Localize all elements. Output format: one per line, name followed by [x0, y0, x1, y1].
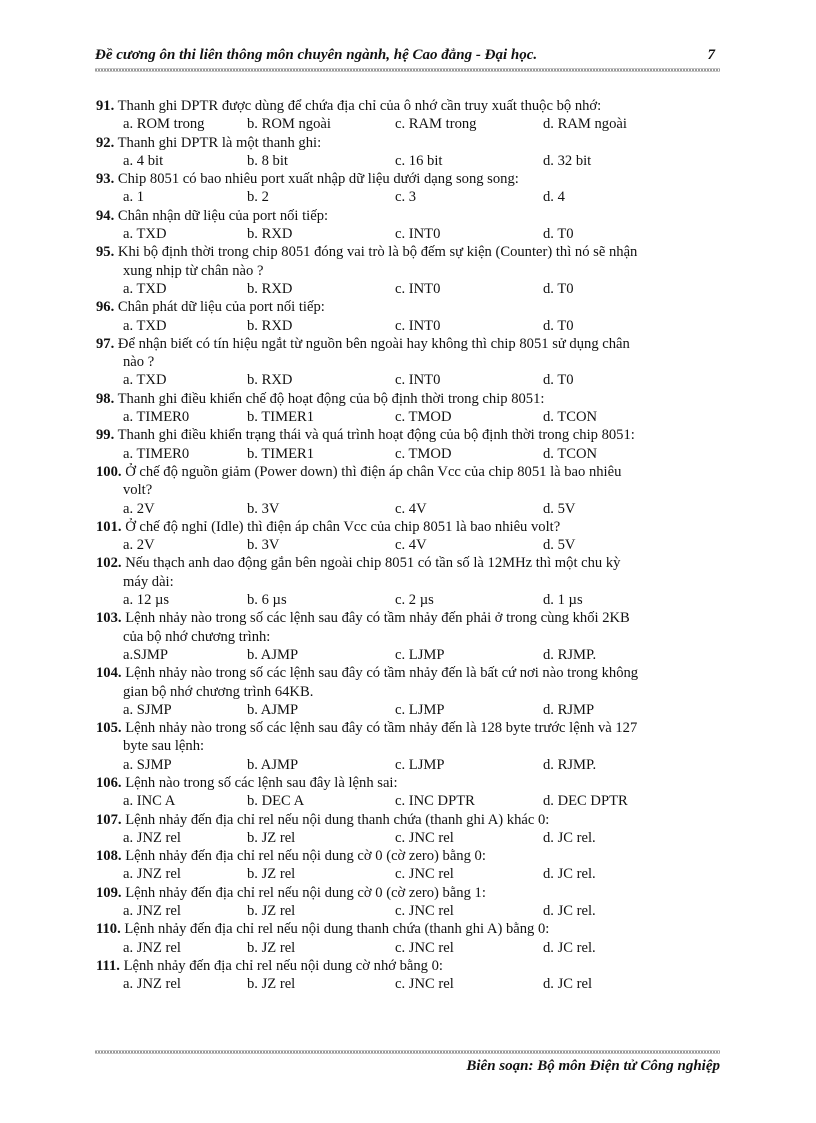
answer-option-c: c. 4V: [395, 500, 427, 517]
question-text: [96, 884, 720, 902]
question-line: byte sau lệnh:: [123, 738, 205, 755]
question-number: 107.: [96, 811, 122, 828]
question-line: Lệnh nhảy đến địa chỉ rel nếu nội dung cờ nhớ bằng 0:: [123, 957, 443, 974]
question-line: của bộ nhớ chương trình:: [123, 628, 271, 645]
answer-options: [96, 865, 720, 883]
answer-option-c: c. INT0: [395, 372, 441, 389]
question-text: [96, 847, 720, 865]
answer-option-b: b. TIMER1: [247, 409, 315, 426]
question-text: [96, 390, 720, 408]
question-line: Lệnh nhảy đến địa chỉ rel nếu nội dung cờ 0 (cờ zero) bằng 0:: [125, 848, 486, 865]
answer-option-a: a. 1: [123, 189, 145, 206]
question-item: [96, 518, 720, 555]
answer-option-b: b. 2: [247, 189, 269, 206]
answer-option-b: b. AJMP: [247, 646, 299, 663]
answer-option-d: d. RJMP: [543, 701, 595, 718]
question-text: [96, 957, 720, 975]
answer-option-c: c. LJMP: [395, 646, 445, 663]
answer-option-c: c. INT0: [395, 280, 441, 297]
answer-options: [96, 371, 720, 389]
question-item: [96, 335, 720, 390]
question-text: [96, 298, 720, 316]
answer-option-d: d. JC rel: [543, 976, 593, 993]
answer-option-c: c. 4V: [395, 537, 427, 554]
question-number: 91.: [96, 98, 115, 114]
question-number: 101.: [96, 518, 122, 535]
answer-option-d: d. JC rel.: [543, 866, 596, 883]
answer-options: [96, 756, 720, 774]
question-item: [96, 426, 720, 463]
question-number: 105.: [96, 720, 122, 737]
answer-option-d: d. 5V: [543, 537, 576, 554]
answer-options: [96, 152, 720, 170]
question-item: [96, 957, 720, 994]
answer-option-d: d. JC rel.: [543, 903, 596, 920]
answer-option-a: a. TXD: [123, 226, 167, 243]
question-text: [96, 97, 720, 115]
answer-option-b: b. AJMP: [247, 756, 299, 773]
question-line: gian bộ nhớ chương trình 64KB.: [123, 683, 314, 700]
question-number: 93.: [96, 171, 115, 188]
answer-option-d: d. JC rel.: [543, 829, 596, 846]
answer-options: [96, 902, 720, 920]
question-item: [96, 884, 720, 921]
question-text: [96, 170, 720, 188]
question-line: Thanh ghi DPTR là một thanh ghi:: [117, 134, 322, 151]
answer-options: [96, 939, 720, 957]
question-number: 106.: [96, 774, 122, 791]
question-item: [96, 207, 720, 244]
question-number: 102.: [96, 555, 122, 572]
question-line: máy dài:: [123, 573, 174, 590]
answer-option-c: c. INT0: [395, 226, 441, 243]
question-line: Chân phát dữ liệu của port nối tiếp:: [117, 299, 325, 316]
question-line: Lệnh nhảy nào trong số các lệnh sau đây có tầm nhảy đến phải ở trong cùng khối 2KB: [125, 610, 630, 627]
question-line: Lệnh nào trong số các lệnh sau đây là lệnh sai:: [125, 774, 398, 791]
question-number: 104.: [96, 665, 122, 682]
answer-option-b: b. JZ rel: [247, 903, 296, 920]
question-item: [96, 609, 720, 664]
question-item: [96, 97, 720, 134]
page-header: [95, 47, 715, 69]
answer-option-d: d. 1 µs: [543, 592, 583, 609]
answer-options: [96, 792, 720, 810]
question-number: 109.: [96, 884, 122, 901]
question-number: 97.: [96, 335, 115, 352]
answer-option-b: b. TIMER1: [247, 445, 315, 462]
answer-option-c: c. TMOD: [395, 445, 452, 462]
answer-option-b: b. RXD: [247, 280, 293, 297]
question-number: 111.: [96, 957, 120, 974]
answer-option-d: d. T0: [543, 280, 574, 297]
answer-option-d: d. T0: [543, 317, 574, 334]
answer-option-b: b. RXD: [247, 226, 293, 243]
question-line: Chip 8051 có bao nhiêu port xuất nhập dữ liệu dưới dạng song song:: [117, 171, 519, 188]
question-text: [96, 609, 720, 646]
question-text: [96, 335, 720, 372]
question-item: [96, 463, 720, 518]
answer-option-b: b. ROM ngoài: [247, 116, 331, 133]
answer-option-c: c. JNC rel: [395, 976, 454, 993]
question-text: [96, 554, 720, 591]
answer-option-d: d. 4: [543, 189, 565, 206]
question-line: volt?: [123, 482, 153, 499]
question-line: Nếu thạch anh dao động gắn bên ngoài chip 8051 có tần số là 12MHz thì một chu kỳ: [125, 555, 621, 572]
answer-option-c: c. 3: [395, 189, 417, 206]
answer-option-d: d. JC rel.: [543, 939, 596, 956]
question-number: 94.: [96, 207, 115, 224]
question-line: Khi bộ định thời trong chip 8051 đóng vai trò là bộ đếm sự kiện (Counter) thì nó sẽ nhận: [117, 244, 638, 261]
question-line: xung nhịp từ chân nào ?: [123, 262, 264, 279]
question-line: Lệnh nhảy đến địa chỉ rel nếu nội dung thanh chứa (thanh ghi A) bằng 0:: [124, 921, 550, 938]
question-text: [96, 774, 720, 792]
answer-options: [96, 445, 720, 463]
answer-option-d: d. TCON: [543, 445, 598, 462]
question-number: 95.: [96, 244, 115, 261]
question-text: [96, 518, 720, 536]
answer-options: [96, 701, 720, 719]
question-text: [96, 243, 720, 280]
question-text: [96, 811, 720, 829]
footer-divider: [95, 1050, 720, 1054]
page-number: 7: [707, 47, 715, 63]
answer-option-a: a. SJMP: [123, 756, 172, 773]
question-text: [96, 463, 720, 500]
question-line: Ở chế độ nghỉ (Idle) thì điện áp chân Vcc của chip 8051 là bao nhiêu volt?: [125, 518, 561, 535]
answer-options: [96, 500, 720, 518]
answer-options: [96, 317, 720, 335]
question-item: [96, 774, 720, 811]
answer-option-b: b. JZ rel: [247, 866, 296, 883]
answer-option-d: d. DEC DPTR: [543, 793, 628, 810]
question-line: Lệnh nhảy nào trong số các lệnh sau đây có tầm nhảy đến là 128 byte trước lệnh và 127: [125, 720, 638, 737]
answer-option-c: c. INC DPTR: [395, 793, 475, 810]
question-number: 108.: [96, 848, 122, 865]
answer-options: [96, 225, 720, 243]
answer-options: [96, 280, 720, 298]
question-item: [96, 170, 720, 207]
answer-option-a: a. 2V: [123, 537, 155, 554]
answer-options: [96, 829, 720, 847]
question-item: [96, 298, 720, 335]
page-footer: Biên soạn: Bộ môn Điện tử Công nghiệp: [466, 1058, 720, 1074]
answer-option-d: d. T0: [543, 372, 574, 389]
question-text: [96, 426, 720, 444]
answer-option-a: a. INC A: [123, 793, 176, 810]
question-line: Chân nhận dữ liệu của port nối tiếp:: [117, 207, 329, 224]
answer-option-d: d. RAM ngoài: [543, 116, 627, 133]
answer-option-a: a. SJMP: [123, 701, 172, 718]
answer-options: [96, 591, 720, 609]
answer-options: [96, 975, 720, 993]
question-text: [96, 719, 720, 756]
question-line: Lệnh nhảy đến địa chỉ rel nếu nội dung cờ 0 (cờ zero) bằng 1:: [125, 884, 486, 901]
answer-option-c: c. 16 bit: [395, 152, 443, 169]
answer-options: [96, 408, 720, 426]
answer-option-b: b. 3V: [247, 500, 280, 517]
answer-option-d: d. 5V: [543, 500, 576, 517]
answer-option-a: a. JNZ rel: [123, 939, 181, 956]
question-number: 103.: [96, 610, 122, 627]
answer-option-a: a. 12 µs: [123, 592, 170, 609]
document-title: Đề cương ôn thi liên thông môn chuyên ngành, hệ Cao đẳng - Đại học.: [95, 47, 538, 63]
answer-option-a: a. TIMER0: [123, 445, 190, 462]
answer-option-c: c. RAM trong: [395, 116, 477, 133]
question-item: [96, 554, 720, 609]
answer-option-b: b. JZ rel: [247, 976, 296, 993]
answer-options: [96, 188, 720, 206]
answer-options: [96, 115, 720, 133]
answer-option-a: a. TXD: [123, 372, 167, 389]
answer-option-a: a. JNZ rel: [123, 976, 181, 993]
answer-option-a: a.SJMP: [123, 646, 169, 663]
answer-option-c: c. INT0: [395, 317, 441, 334]
question-line: Ở chế độ nguồn giảm (Power down) thì điện áp chân Vcc của chip 8051 là bao nhiêu: [125, 463, 622, 480]
question-list: [96, 97, 720, 994]
question-line: Thanh ghi điều khiển trạng thái và quá trình hoạt động của bộ định thời trong chip 8051:: [117, 427, 635, 444]
answer-option-c: c. TMOD: [395, 409, 452, 426]
answer-option-a: a. ROM trong: [123, 116, 205, 133]
question-line: Lệnh nhảy nào trong số các lệnh sau đây có tầm nhảy đến là bất cứ nơi nào trong không: [125, 665, 639, 682]
header-divider: [95, 68, 720, 72]
answer-option-b: b. 3V: [247, 537, 280, 554]
question-number: 100.: [96, 463, 122, 480]
question-line: Lệnh nhảy đến địa chỉ rel nếu nội dung thanh chứa (thanh ghi A) khác 0:: [125, 811, 550, 828]
answer-option-c: c. LJMP: [395, 756, 445, 773]
question-item: [96, 390, 720, 427]
answer-option-c: c. JNC rel: [395, 903, 454, 920]
answer-option-c: c. LJMP: [395, 701, 445, 718]
answer-option-b: b. AJMP: [247, 701, 299, 718]
answer-option-a: a. TXD: [123, 280, 167, 297]
answer-option-c: c. JNC rel: [395, 866, 454, 883]
answer-option-b: b. RXD: [247, 317, 293, 334]
answer-option-d: d. RJMP.: [543, 756, 597, 773]
answer-options: [96, 646, 720, 664]
question-item: [96, 134, 720, 171]
answer-option-a: a. JNZ rel: [123, 829, 181, 846]
answer-option-d: d. TCON: [543, 409, 598, 426]
question-item: [96, 243, 720, 298]
question-text: [96, 664, 720, 701]
answer-option-b: b. 6 µs: [247, 592, 287, 609]
answer-option-c: c. 2 µs: [395, 592, 434, 609]
answer-option-d: d. T0: [543, 226, 574, 243]
question-item: [96, 719, 720, 774]
answer-options: [96, 536, 720, 554]
question-number: 99.: [96, 427, 115, 444]
question-item: [96, 920, 720, 957]
question-number: 92.: [96, 134, 115, 151]
question-item: [96, 811, 720, 848]
answer-option-c: c. JNC rel: [395, 939, 454, 956]
question-number: 98.: [96, 390, 115, 407]
answer-option-a: a. 4 bit: [123, 152, 164, 169]
question-text: [96, 920, 720, 938]
question-line: Để nhận biết có tín hiệu ngắt từ nguồn bên ngoài hay không thì chip 8051 sử dụng chân: [117, 335, 630, 352]
question-number: 96.: [96, 299, 115, 316]
answer-option-b: b. JZ rel: [247, 829, 296, 846]
answer-option-b: b. JZ rel: [247, 939, 296, 956]
answer-option-d: d. 32 bit: [543, 152, 592, 169]
answer-option-a: a. 2V: [123, 500, 155, 517]
question-item: [96, 847, 720, 884]
answer-option-a: a. JNZ rel: [123, 903, 181, 920]
answer-option-a: a. TIMER0: [123, 409, 190, 426]
question-line: Thanh ghi điều khiển chế độ hoạt động của bộ định thời trong chip 8051:: [117, 390, 545, 407]
question-text: [96, 207, 720, 225]
question-line: nào ?: [123, 354, 155, 371]
answer-option-a: a. TXD: [123, 317, 167, 334]
answer-option-a: a. JNZ rel: [123, 866, 181, 883]
question-text: [96, 134, 720, 152]
answer-option-c: c. JNC rel: [395, 829, 454, 846]
answer-option-b: b. RXD: [247, 372, 293, 389]
question-item: [96, 664, 720, 719]
question-number: 110.: [96, 921, 121, 938]
question-line: Thanh ghi DPTR được dùng để chứa địa chỉ của ô nhớ cần truy xuất thuộc bộ nhớ:: [117, 98, 602, 114]
answer-option-b: b. 8 bit: [247, 152, 288, 169]
answer-option-b: b. DEC A: [247, 793, 305, 810]
answer-option-d: d. RJMP.: [543, 646, 597, 663]
